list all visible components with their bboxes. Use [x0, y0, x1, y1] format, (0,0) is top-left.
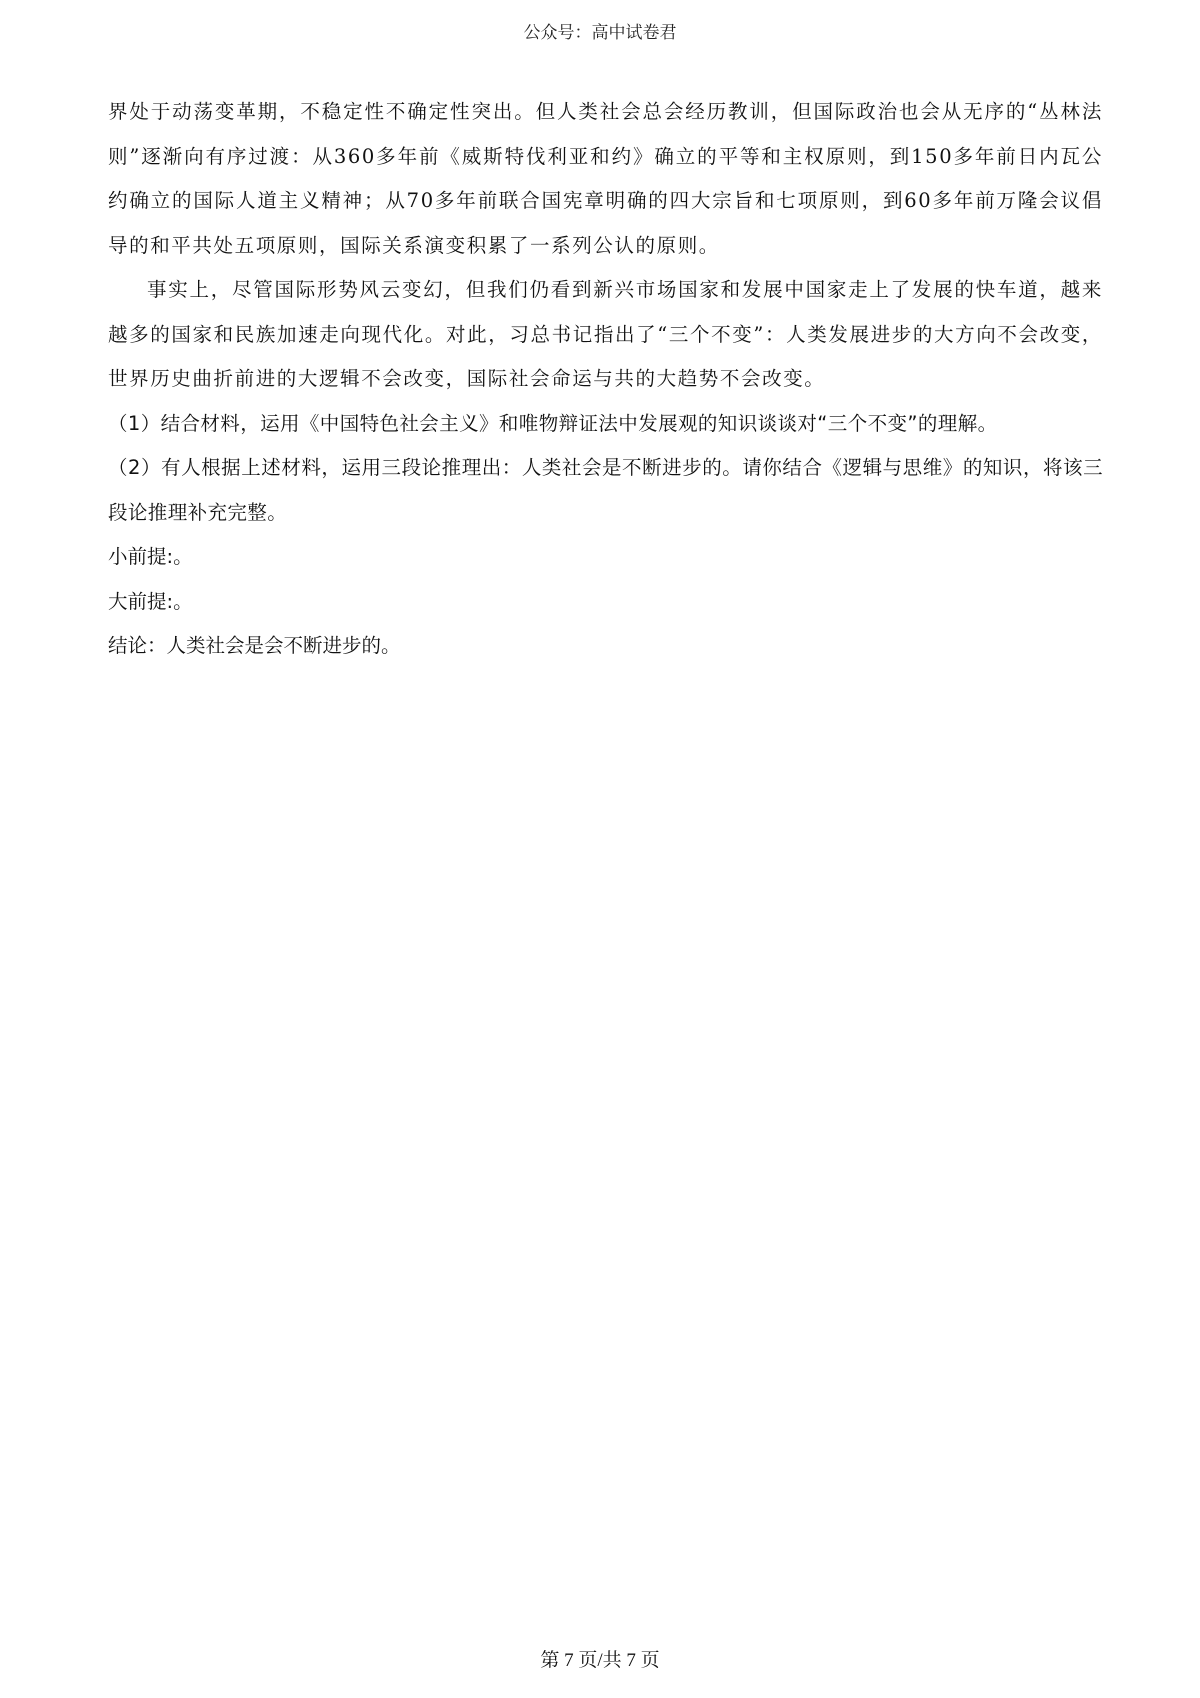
- question-2: （2）有人根据上述材料，运用三段论推理出：人类社会是不断进步的。请你结合《逻辑与思维》的知识，将该三段论推理补充完整。: [108, 456, 1103, 524]
- document-body: [108, 90, 1103, 669]
- question-1: （1）结合材料，运用《中国特色社会主义》和唯物辩证法中发展观的知识谈谈对“三个不变”的理解。: [108, 411, 998, 435]
- major-premise-line: 大前提:。: [108, 589, 193, 613]
- page-number-footer: 第 7 页/共 7 页: [540, 1650, 660, 1671]
- page-header-source: 公众号：高中试卷君: [523, 23, 677, 43]
- conclusion-line: 结论：人类社会是会不断进步的。: [108, 634, 401, 657]
- minor-premise-line: 小前提:。: [108, 545, 193, 568]
- material-paragraph-2: 事实上，尽管国际形势风云变幻，但我们仍看到新兴市场国家和发展中国家走上了发展的快车道，越来越多的国家和民族加速走向现代化。对此，习总书记指出了“三个不变”：人类发展进步的大方向不会改变，世界历史曲折前进的大逻辑不会改变，国际社会命运与共的大趋势不会改变。: [108, 278, 1103, 390]
- material-paragraph-1: 界处于动荡变革期，不稳定性不确定性突出。但人类社会总会经历教训，但国际政治也会从无序的“丛林法则”逐渐向有序过渡：从360多年前《威斯特伐利亚和约》确立的平等和主权原则，到150多年前日内瓦公约确立的国际人道主义精神；从70多年前联合国宪章明确的四大宗旨和七项原则，到60多年前万隆会议倡导的和平共处五项原则，国际关系演变积累了一系列公认的原则。: [108, 100, 1103, 257]
